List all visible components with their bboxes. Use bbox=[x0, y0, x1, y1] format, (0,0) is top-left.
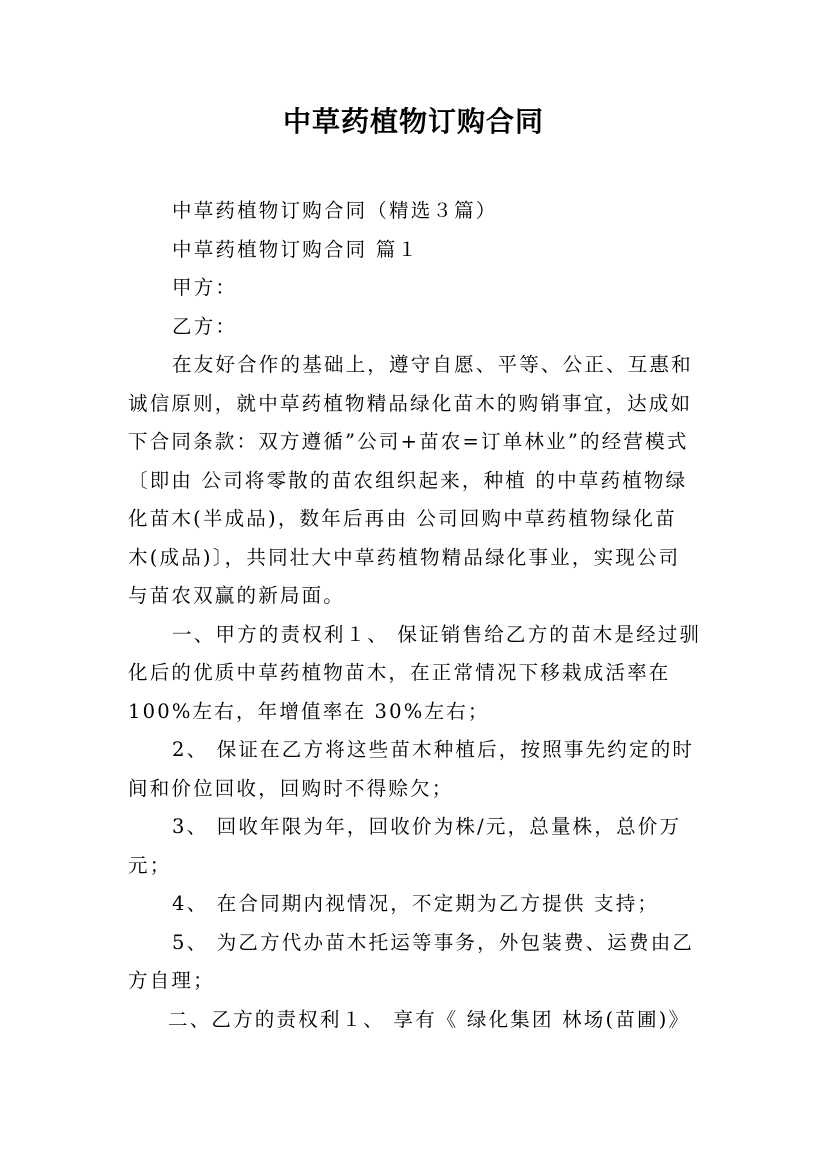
clause-line: 3、 回收年限为年，回收价为株/元，总量株，总价万 bbox=[172, 815, 682, 838]
party-a-line: 甲方： bbox=[172, 276, 238, 299]
paragraph-line: 在友好合作的基础上，遵守自愿、平等、公正、互惠和 bbox=[172, 353, 693, 376]
paragraph-line: 化苗木(半成品)，数年后再由 公司回购中草药植物绿化苗 bbox=[128, 507, 677, 530]
clause-line: 元； bbox=[128, 853, 172, 877]
clause-line: 二、乙方的责权利１、 享有《 绿化集团 林场(苗圃)》 bbox=[168, 1007, 691, 1031]
paragraph-line: 与苗农双赢的新局面。 bbox=[128, 584, 346, 607]
clause-line: 间和价位回收，回购时不得赊欠； bbox=[128, 776, 454, 800]
clause-line: 化后的优质中草药植物苗木，在正常情况下移栽成活率在 bbox=[128, 661, 671, 684]
clause-line: 方自理； bbox=[128, 969, 215, 992]
party-b-line: 乙方： bbox=[172, 314, 238, 338]
paragraph-line: 中草药植物订购合同（精选３篇） bbox=[172, 199, 498, 222]
paragraph-line: 中草药植物订购合同 篇１ bbox=[172, 237, 420, 261]
document-body bbox=[128, 192, 704, 1039]
clause-line: 一、甲方的责权利１、 保证销售给乙方的苗木是经过驯 bbox=[172, 622, 702, 646]
paragraph-line: 诚信原则，就中草药植物精品绿化苗木的购销事宜，达成如 bbox=[128, 391, 693, 415]
paragraph-line: 木(成品)〕，共同壮大中草药植物精品绿化事业，实现公司 bbox=[128, 545, 681, 569]
document-title: 中草药植物订购合同 bbox=[282, 105, 544, 138]
paragraph-line: 下合同条款：双方遵循”公司+苗农=订单林业”的经营模式 bbox=[128, 430, 689, 453]
clause-line: 4、 在合同期内视情况，不定期为乙方提供 支持； bbox=[172, 892, 660, 915]
clause-line: 2、 保证在乙方将这些苗木种植后，按照事先约定的时 bbox=[172, 738, 695, 761]
clause-line: 5、 为乙方代办苗木托运等事务，外包装费、运费由乙 bbox=[172, 930, 695, 954]
paragraph-line: 〔即由 公司将零散的苗农组织起来，种植 的中草药植物绿 bbox=[128, 468, 688, 492]
clause-line: 100%左右，年增值率在 30%左右； bbox=[128, 699, 490, 723]
